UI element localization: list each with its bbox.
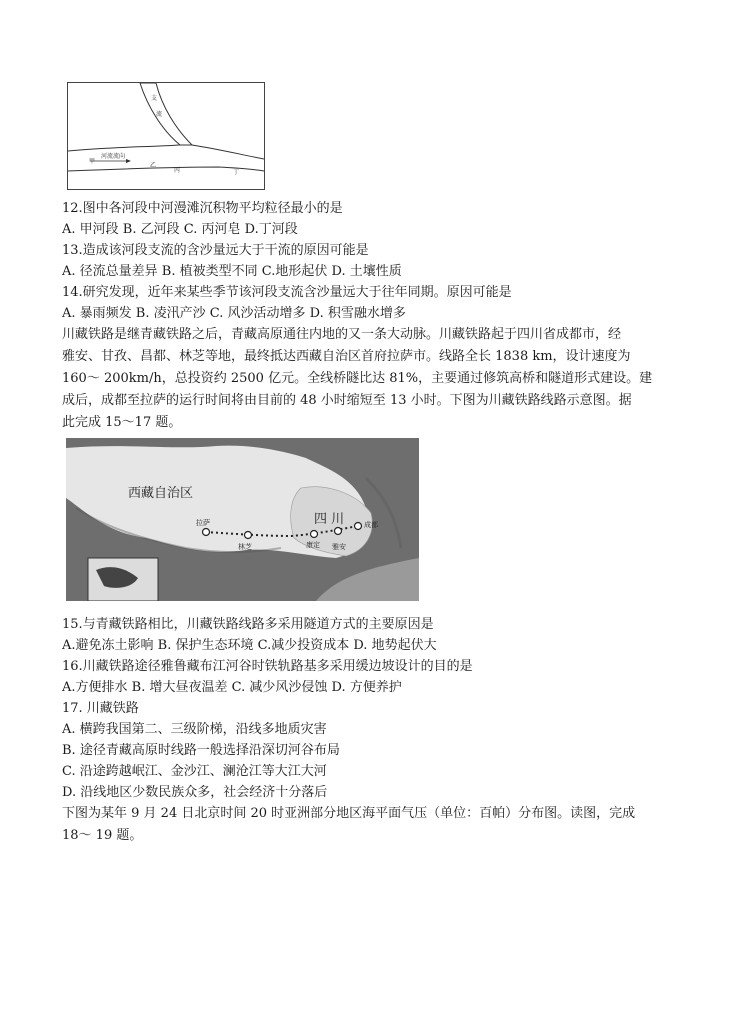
region-sichuan-label: 四 川 xyxy=(314,512,345,527)
segment-yi-label: 乙 xyxy=(150,162,157,169)
question-17-option-b: B. 途径青藏高原时线路一般选择沿深切河谷布局 xyxy=(62,743,340,758)
segment-ding-label: 丁 xyxy=(233,169,240,176)
question-13: 13.造成该河段支流的含沙量远大于干流的原因可能是 xyxy=(62,243,369,258)
tributary-label-2: 流 xyxy=(156,111,163,118)
region-tibet-label: 西藏自治区 xyxy=(128,486,194,501)
intro-line-2: 雅安、甘孜、昌都、林芝等地，最终抵达西藏自治区首府拉萨市。线路全长 1838 km，设计速度为 xyxy=(62,349,631,364)
city-chengdu-label: 成都 xyxy=(364,521,378,529)
segment-jia-label: 甲 xyxy=(89,158,96,165)
question-17-option-a: A. 横跨我国第二、三级阶梯，沿线多地质灾害 xyxy=(62,722,327,737)
railway-map xyxy=(66,438,419,601)
intro-line-5: 此完成 15～17 题。 xyxy=(62,415,182,430)
city-kangding-label: 康定 xyxy=(306,541,320,549)
intro-line-3: 160～ 200km/h，总投资约 2500 亿元。全线桥隧比达 81%，主要通过修筑高桥和隧道形式建设。建 xyxy=(62,371,653,386)
tributary-label-1: 支 xyxy=(151,95,158,102)
question-17-option-d: D. 沿线地区少数民族众多，社会经济十分落后 xyxy=(62,785,328,800)
closing-line-2: 18～ 19 题。 xyxy=(62,828,143,843)
question-16: 16.川藏铁路途径雅鲁藏布江河谷时铁轨路基多采用缓边坡设计的目的是 xyxy=(62,659,473,674)
intro-line-1: 川藏铁路是继青藏铁路之后，青藏高原通往内地的又一条大动脉。川藏铁路起于四川省成都市，经 xyxy=(62,327,622,342)
segment-bing-label: 丙 xyxy=(174,167,181,174)
city-yaan-label: 雅安 xyxy=(332,543,346,551)
question-16-options: A.方便排水 B. 增大昼夜温差 C. 减少风沙侵蚀 D. 方便养护 xyxy=(62,680,402,695)
question-17-option-c: C. 沿途跨越岷江、金沙江、澜沧江等大江大河 xyxy=(62,764,327,779)
question-17: 17. 川藏铁路 xyxy=(62,701,139,716)
question-15: 15.与青藏铁路相比，川藏铁路线路多采用隧道方式的主要原因是 xyxy=(62,617,434,632)
question-14-options: A. 暴雨频发 B. 凌汛产沙 C. 风沙活动增多 D. 积雪融水增多 xyxy=(62,306,406,321)
city-linzhi-label: 林芝 xyxy=(238,543,252,551)
question-14: 14.研究发现，近年来某些季节该河段支流含沙量远大于往年同期。原因可能是 xyxy=(62,285,512,300)
river-diagram xyxy=(67,82,265,190)
question-12: 12.图中各河段中河漫滩沉积物平均粒径最小的是 xyxy=(62,201,343,216)
flow-direction-label: 河流流向 xyxy=(101,153,126,160)
question-13-options: A. 径流总量差异 B. 植被类型不同 C.地形起伏 D. 土壤性质 xyxy=(62,264,402,279)
intro-line-4: 成后，成都至拉萨的运行时间将由目前的 48 小时缩短至 13 小时。下图为川藏铁路线路示意图。据 xyxy=(62,393,632,408)
question-12-options: A. 甲河段 B. 乙河段 C. 丙河皂 D.丁河段 xyxy=(62,222,298,237)
question-15-options: A.避免冻土影响 B. 保护生态环境 C.减少投资成本 D. 地势起伏大 xyxy=(62,638,437,653)
city-lhasa-label: 拉萨 xyxy=(196,519,210,527)
closing-line-1: 下图为某年 9 月 24 日北京时间 20 时亚洲部分地区海平面气压（单位：百帕）分布图。读图，完成 xyxy=(62,806,636,821)
